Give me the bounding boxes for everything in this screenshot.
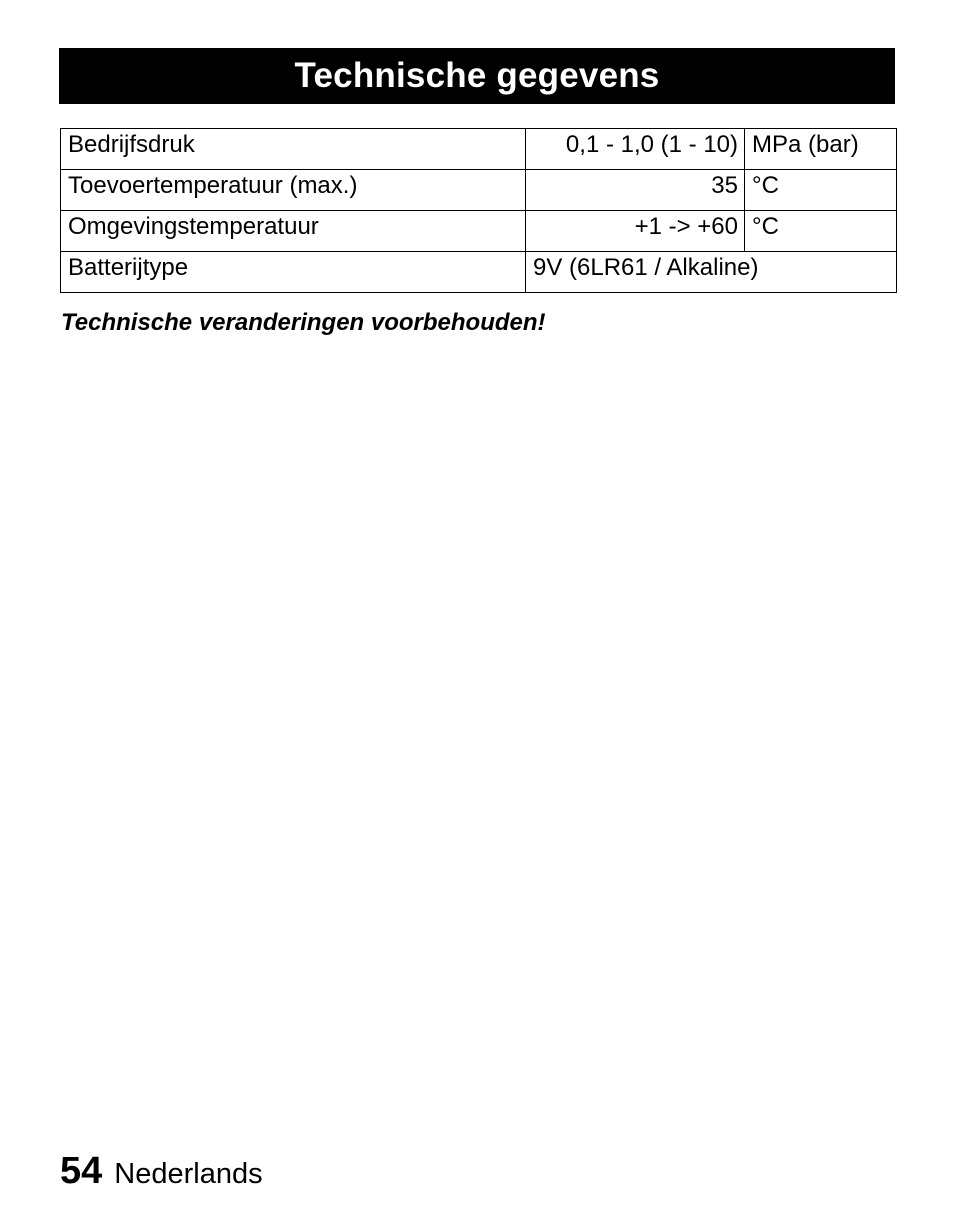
- page-number: 54: [60, 1150, 103, 1192]
- spec-unit: °C: [745, 170, 897, 211]
- table-row: [61, 252, 897, 293]
- spec-value: 9V (6LR61 / Alkaline): [526, 252, 897, 293]
- specifications-table: [60, 128, 897, 293]
- page-title: Technische gegevens: [59, 48, 895, 104]
- table-row: [61, 211, 897, 252]
- spec-label: Batterijtype: [61, 252, 526, 293]
- table-row: [61, 129, 897, 170]
- spec-value: +1 -> +60: [526, 211, 745, 252]
- spec-value: 0,1 - 1,0 (1 - 10): [526, 129, 745, 170]
- spec-label: Omgevingstemperatuur: [61, 211, 526, 252]
- spec-unit: MPa (bar): [745, 129, 897, 170]
- page-footer: [60, 1150, 263, 1193]
- page-language: Nederlands: [114, 1158, 263, 1190]
- spec-value: 35: [526, 170, 745, 211]
- technical-changes-note: Technische veranderingen voorbehouden!: [61, 309, 546, 336]
- spec-label: Toevoertemperatuur (max.): [61, 170, 526, 211]
- table-row: [61, 170, 897, 211]
- spec-label: Bedrijfsdruk: [61, 129, 526, 170]
- spec-unit: °C: [745, 211, 897, 252]
